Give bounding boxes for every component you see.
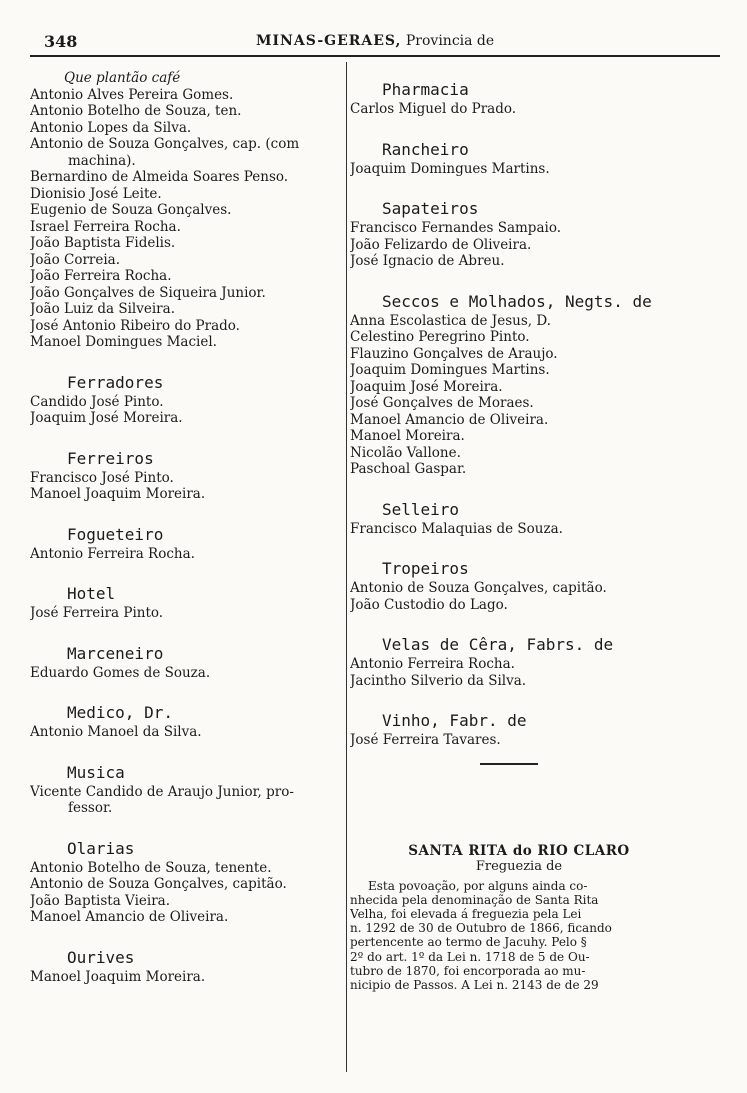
list-item: Manoel Amancio de Oliveira.: [350, 411, 549, 428]
paragraph-line: 2º do art. 1º da Lei n. 1718 de 5 de Ou-: [350, 949, 590, 964]
list-item: Celestino Peregrino Pinto.: [350, 329, 530, 345]
section-heading: Vinho, Fabr. de: [382, 711, 527, 730]
list-item: Antonio Alves Pereira Gomes.: [30, 86, 234, 103]
left-column: [30, 70, 344, 985]
list-item: Manoel Joaquim Moreira.: [30, 968, 206, 985]
list-item: Antonio de Souza Gonçalves, capitão.: [350, 580, 607, 596]
list-item: Joaquim Domingues Martins.: [350, 362, 550, 378]
list-item: Manoel Joaquim Moreira.: [30, 486, 206, 502]
list-item: Manoel Amancio de Oliveira.: [30, 909, 229, 925]
list-item: João Ferreira Rocha.: [30, 268, 172, 284]
list-item: Israel Ferreira Rocha.: [30, 218, 181, 235]
list-item: José Antonio Ribeiro do Prado.: [30, 317, 240, 334]
paragraph-line: Esta povoação, por alguns ainda co-: [368, 878, 588, 893]
list-item: Francisco Fernandes Sampaio.: [350, 220, 561, 236]
list-item: Antonio de Souza Gonçalves, capitão.: [30, 876, 287, 892]
page-header: [28, 30, 718, 54]
section-heading: Medico, Dr.: [67, 703, 173, 722]
section-heading: Sapateiros: [382, 199, 479, 218]
section-heading: Musica: [67, 762, 125, 782]
intro-heading: Que plantão café: [64, 70, 181, 86]
list-item: Joaquim Domingues Martins.: [350, 160, 550, 177]
list-item: Manoel Moreira.: [350, 428, 465, 444]
header-rule: [30, 55, 720, 57]
list-item: Paschoal Gaspar.: [350, 461, 467, 477]
list-item: Joaquim José Moreira.: [350, 378, 503, 395]
list-item: Antonio Ferreira Rocha.: [350, 656, 515, 672]
list-item: Joaquim José Moreira.: [30, 410, 183, 426]
running-title: [256, 33, 494, 49]
paragraph-line: Velha, foi elevada á freguezia pela Lei: [350, 906, 582, 921]
paragraph-line: nhecida pela denominação de Santa Rita: [350, 892, 599, 907]
section-heading: Ourives: [67, 947, 135, 967]
list-item: José Gonçalves de Moraes.: [350, 395, 534, 411]
section-heading: Marceneiro: [67, 643, 164, 663]
list-item: fessor.: [68, 800, 113, 816]
list-item: Candido José Pinto.: [30, 393, 164, 410]
section-heading: Rancheiro: [382, 139, 469, 159]
list-item: Antonio Ferreira Rocha.: [30, 545, 195, 562]
right-column: [350, 70, 688, 992]
list-item: João Felizardo de Oliveira.: [350, 236, 532, 253]
list-item: Anna Escolastica de Jesus, D.: [350, 312, 551, 329]
list-item: Carlos Miguel do Prado.: [350, 101, 517, 117]
page-number: 348: [44, 32, 78, 51]
list-item: machina).: [68, 152, 136, 169]
list-item: Antonio Botelho de Souza, ten.: [30, 103, 242, 119]
list-item: Antonio Manoel da Silva.: [30, 724, 202, 740]
list-item: João Baptista Fidelis.: [30, 235, 176, 251]
section-heading: Pharmacia: [382, 80, 469, 99]
list-item: José Ferreira Tavares.: [350, 732, 501, 748]
list-item: João Baptista Vieira.: [30, 892, 170, 909]
list-item: Vicente Candido de Araujo Junior, pro-: [30, 783, 294, 800]
paragraph-line: nicipio de Passos. A Lei n. 2143 de de 29: [350, 977, 599, 992]
paragraph-line: pertencente ao termo de Jacuhy. Pelo §: [350, 935, 587, 950]
running-title-sub: Provincia de: [405, 33, 495, 49]
list-item: Manoel Domingues Maciel.: [30, 334, 217, 350]
section-heading: Ferreiros: [67, 448, 154, 468]
list-item: Bernardino de Almeida Soares Penso.: [30, 169, 289, 185]
section-heading: Seccos e Molhados, Negts. de: [382, 291, 652, 311]
paragraph-line: tubro de 1870, foi encorporada ao mu-: [350, 963, 586, 978]
column-divider: [346, 62, 347, 1072]
list-item: José Ignacio de Abreu.: [350, 253, 505, 269]
santa-rita-title: SANTA RITA do RIO CLARO: [408, 842, 630, 859]
list-item: Antonio Botelho de Souza, tenente.: [30, 859, 272, 876]
list-item: Antonio de Souza Gonçalves, cap. (com: [30, 136, 300, 152]
section-heading: Tropeiros: [382, 559, 469, 578]
list-item: João Gonçalves de Siqueira Junior.: [30, 284, 266, 301]
list-item: Francisco Malaquias de Souza.: [350, 520, 563, 537]
section-heading: Olarias: [67, 838, 135, 858]
list-item: Flauzino Gonçalves de Araujo.: [350, 345, 558, 362]
santa-rita-subtitle: Freguezia de: [475, 859, 563, 874]
section-end-rule: [480, 763, 538, 765]
paragraph-line: n. 1292 de 30 de Outubro de 1866, ficando: [350, 921, 612, 936]
section-heading: Selleiro: [382, 499, 460, 519]
intro-list: [30, 87, 344, 351]
list-item: Nicolão Vallone.: [350, 444, 461, 461]
list-item: Eduardo Gomes de Souza.: [30, 664, 211, 681]
list-item: Dionisio José Leite.: [30, 185, 162, 202]
section-heading: Hotel: [67, 584, 116, 603]
list-item: João Luiz da Silveira.: [30, 301, 175, 317]
list-item: José Ferreira Pinto.: [30, 605, 164, 621]
list-item: Antonio Lopes da Silva.: [30, 119, 192, 136]
list-item: Eugenio de Souza Gonçalves.: [30, 202, 232, 218]
list-item: Francisco José Pinto.: [30, 469, 174, 486]
list-item: Jacintho Silverio da Silva.: [350, 672, 527, 689]
section-heading: Ferradores: [67, 372, 164, 392]
list-item: João Correia.: [30, 251, 121, 268]
running-title-main: MINAS-GERAES,: [256, 33, 402, 49]
santa-rita-paragraph: [350, 879, 688, 993]
section-heading: Fogueteiro: [67, 524, 164, 544]
section-heading: Velas de Cêra, Fabrs. de: [382, 635, 614, 654]
list-item: João Custodio do Lago.: [350, 596, 508, 613]
